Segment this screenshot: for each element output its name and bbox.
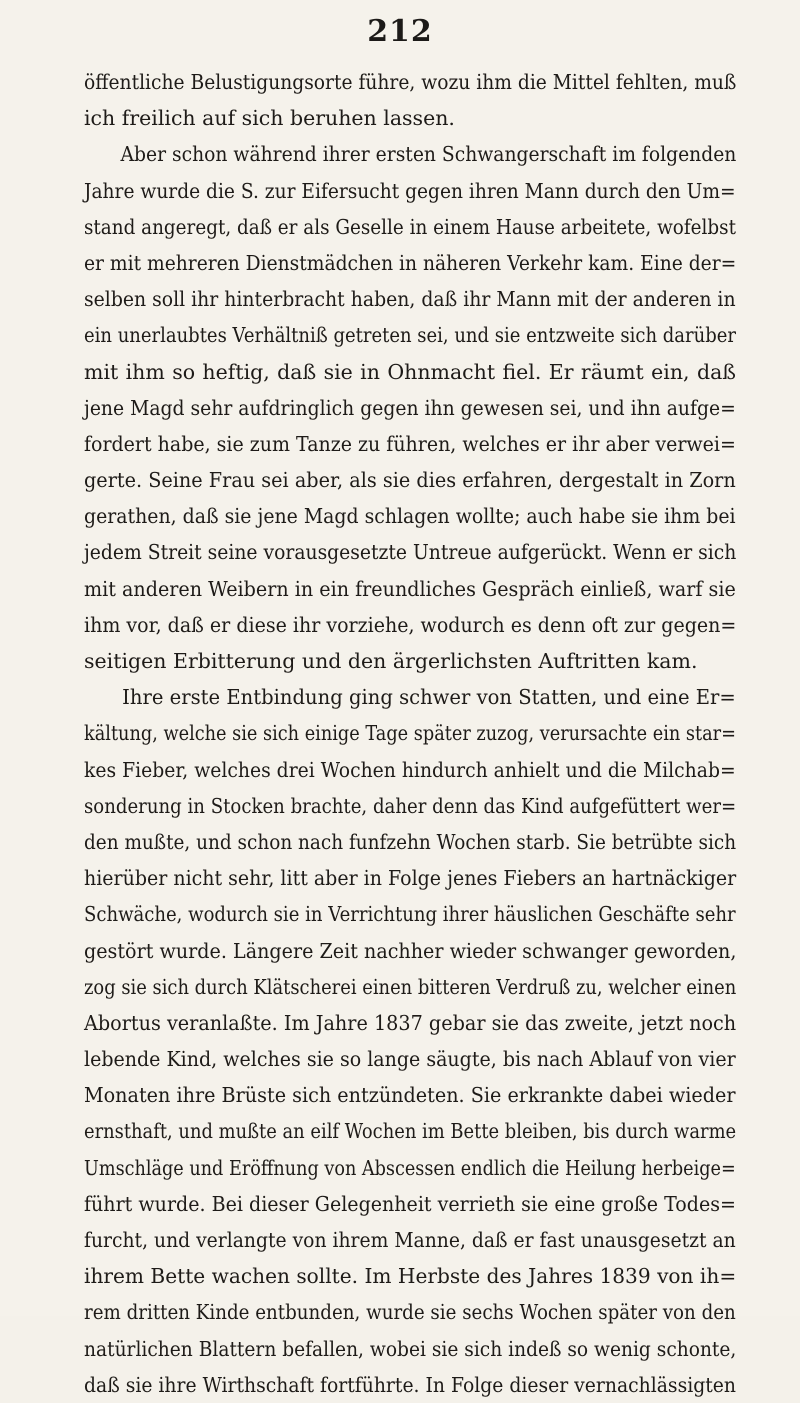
text-line: selben soll ihr hinterbracht haben, daß ihr Mann mit der anderen in bbox=[84, 287, 736, 312]
text-line: ein unerlaubtes Verhältniß getreten sei, und sie entzweite sich darüber bbox=[84, 323, 736, 348]
text-line: Jahre wurde die S. zur Eifersucht gegen ihren Mann durch den Um= bbox=[84, 178, 736, 203]
text-line: kes Fieber, welches drei Wochen hindurch anhielt und die Milchab= bbox=[84, 757, 736, 782]
text-line: mit anderen Weibern in ein freundliches Gespräch einließ, warf sie bbox=[84, 576, 736, 601]
text-line: Aber schon während ihrer ersten Schwangerschaft im folgenden bbox=[120, 142, 737, 167]
text-line: gerte. Seine Frau sei aber, als sie dies erfahren, dergestalt in Zorn bbox=[84, 468, 736, 493]
text-line: hierüber nicht sehr, litt aber in Folge jenes Fiebers an hartnäckiger bbox=[84, 866, 737, 891]
text-line: Schwäche, wodurch sie in Verrichtung ihrer häuslichen Geschäfte sehr bbox=[84, 902, 736, 927]
text-line: ihm vor, daß er diese ihr vorziehe, wodurch es denn oft zur gegen= bbox=[84, 612, 737, 637]
text-line: furcht, und verlangte von ihrem Manne, daß er fast unausgesetzt an bbox=[84, 1228, 736, 1252]
text-line: ernsthaft, und mußte an eilf Wochen im Bette bleiben, bis durch warme bbox=[84, 1119, 737, 1144]
text-line: Abortus veranlaßte. Im Jahre 1837 gebar sie das zweite, jetzt noch bbox=[84, 1010, 737, 1035]
page-number: 212 bbox=[367, 14, 433, 49]
text-line: Ihre erste Entbindung ging schwer von Statten, und eine Er= bbox=[122, 685, 736, 710]
text-line: zog sie sich durch Klätscherei einen bitteren Verdruß zu, welcher einen bbox=[84, 974, 737, 999]
text-line: ihrem Bette wachen sollte. Im Herbste des Jahres 1839 von ih= bbox=[84, 1264, 737, 1289]
text-line: seitigen Erbitterung und den ärgerlichsten Auftritten kam. bbox=[84, 649, 698, 673]
text-line: gerathen, daß sie jene Magd schlagen wollte; auch habe sie ihm bei bbox=[84, 504, 736, 529]
text-line: fordert habe, sie zum Tanze zu führen, welches er ihr aber verwei= bbox=[84, 431, 736, 456]
text-line: öffentliche Belustigungsorte führe, wozu ihm die Mittel fehlten, muß bbox=[84, 70, 737, 94]
text-line: jedem Streit seine vorausgesetzte Untreue aufgerückt. Wenn er sich bbox=[84, 540, 737, 565]
text-line: Umschläge und Eröffnung von Abscessen endlich die Heilung herbeige= bbox=[84, 1155, 736, 1180]
text-line: kältung, welche sie sich einige Tage später zuzog, verursachte ein star= bbox=[84, 721, 736, 746]
text-line: Monaten ihre Brüste sich entzündeten. Sie erkrankte dabei wieder bbox=[84, 1083, 736, 1108]
text-line: sonderung in Stocken brachte, daher denn das Kind aufgefüttert wer= bbox=[84, 793, 737, 818]
text-line: mit ihm so heftig, daß sie in Ohnmacht fiel. Er räumt ein, daß bbox=[84, 359, 736, 384]
text-line: stand angeregt, daß er als Geselle in einem Hause arbeitete, wofelbst bbox=[84, 214, 736, 239]
text-line: jene Magd sehr aufdringlich gegen ihn gewesen sei, und ihn aufge= bbox=[84, 395, 736, 420]
text-line: ich freilich auf sich beruhen lassen. bbox=[84, 106, 455, 131]
text-line: daß sie ihre Wirthschaft fortführte. In Folge dieser vernachlässigten bbox=[84, 1372, 736, 1397]
body-text bbox=[84, 64, 736, 1403]
text-line: er mit mehreren Dienstmädchen in näheren Verkehr kam. Eine der= bbox=[84, 250, 737, 275]
text-line: rem dritten Kinde entbunden, wurde sie sechs Wochen später von den bbox=[84, 1300, 736, 1325]
text-line: natürlichen Blattern befallen, wobei sie sich indeß so wenig schonte, bbox=[84, 1336, 737, 1361]
text-line: gestört wurde. Längere Zeit nachher wieder schwanger geworden, bbox=[84, 938, 737, 963]
text-line: den mußte, und schon nach funfzehn Wochen starb. Sie betrübte sich bbox=[84, 829, 737, 854]
text-line: lebende Kind, welches sie so lange säugte, bis nach Ablauf von vier bbox=[84, 1047, 736, 1072]
text-line: führt wurde. Bei dieser Gelegenheit verrieth sie eine große Todes= bbox=[84, 1191, 736, 1216]
